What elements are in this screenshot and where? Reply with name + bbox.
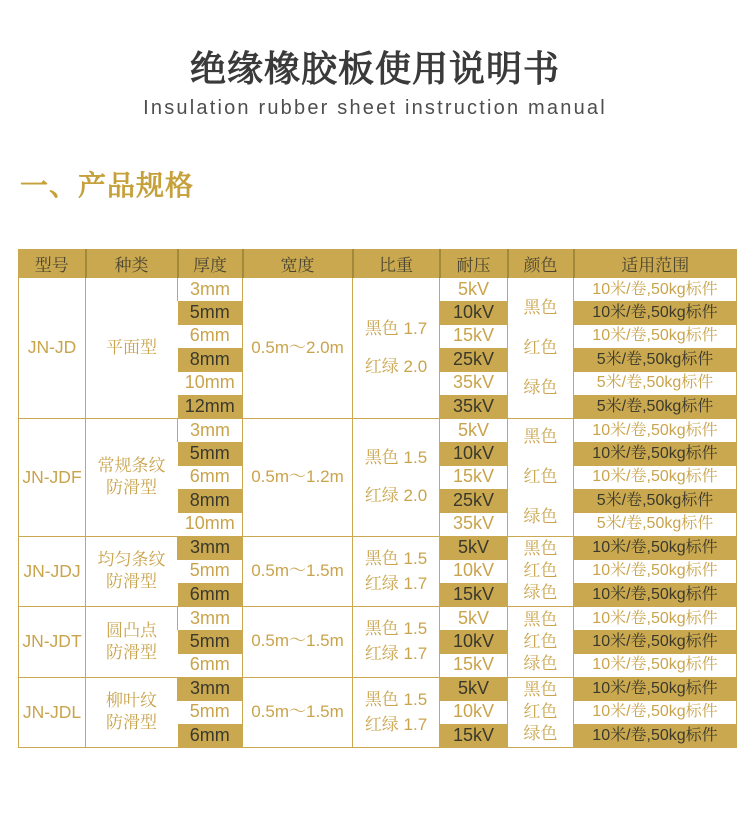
thickness-cell: 3mm	[178, 278, 243, 302]
color-cell-line: 红色	[523, 561, 558, 581]
color-cell	[508, 536, 574, 607]
table-row	[19, 677, 737, 701]
width-cell: 0.5m～1.5m	[243, 607, 353, 678]
type-cell-line: 防滑型	[106, 642, 157, 662]
voltage-cell: 5kV	[440, 607, 508, 631]
section-heading: 一、产品规格	[20, 170, 195, 201]
voltage-cell: 5kV	[440, 677, 508, 701]
model-cell: JN-JD	[19, 278, 86, 419]
gravity-cell	[353, 278, 440, 419]
range-cell: 5米/卷,50kg标件	[574, 395, 737, 419]
thickness-cell: 5mm	[189, 560, 230, 581]
voltage-cell: 25kV	[440, 348, 508, 372]
thickness-cell: 6mm	[189, 325, 230, 346]
gravity-cell	[353, 607, 440, 678]
thickness-cell: 5mm	[178, 442, 243, 466]
range-cell: 10米/卷,50kg标件	[574, 654, 737, 678]
color-cell-line: 黑色	[523, 298, 558, 317]
range-cell: 10米/卷,50kg标件	[574, 701, 737, 725]
range-cell: 10米/卷,50kg标件	[574, 419, 737, 443]
range-cell: 10米/卷,50kg标件	[574, 724, 737, 748]
thickness-cell: 5mm	[178, 301, 243, 325]
table-header-row	[19, 250, 737, 278]
range-cell: 10米/卷,50kg标件	[574, 583, 737, 607]
color-cell-line: 绿色	[523, 378, 558, 397]
color-cell	[508, 419, 574, 537]
range-cell: 10米/卷,50kg标件	[574, 630, 737, 654]
header-thickness: 厚度	[178, 250, 243, 278]
page-subtitle: Insulation rubber sheet instruction manual	[143, 97, 607, 119]
voltage-cell: 35kV	[440, 513, 508, 537]
gravity-cell	[353, 419, 440, 537]
thickness-cell: 3mm	[178, 536, 243, 560]
type-cell-line: 平面型	[106, 338, 157, 357]
gravity-cell-stack	[353, 549, 439, 594]
voltage-cell: 15kV	[440, 654, 508, 678]
thickness-cell: 5mm	[189, 701, 230, 722]
color-cell-line: 黑色	[523, 427, 558, 447]
table-row	[19, 536, 737, 560]
model-cell: JN-JDL	[19, 677, 86, 748]
range-cell: 10米/卷,50kg标件	[574, 301, 737, 325]
gravity-cell	[353, 677, 440, 748]
thickness-cell: 10mm	[184, 513, 235, 534]
thickness-cell: 6mm	[189, 654, 230, 675]
range-cell: 10米/卷,50kg标件	[574, 607, 737, 631]
gravity-cell-line: 黑色 1.5	[364, 689, 428, 709]
type-cell	[86, 419, 178, 537]
color-cell-line: 绿色	[523, 583, 558, 603]
header-width: 宽度	[243, 250, 353, 278]
color-cell-stack	[508, 610, 573, 674]
voltage-cell: 25kV	[440, 489, 508, 513]
type-cell-stack	[86, 621, 177, 663]
type-cell	[86, 607, 178, 678]
range-cell: 10米/卷,50kg标件	[574, 536, 737, 560]
type-cell-line: 圆凸点	[106, 620, 157, 640]
color-cell-line: 绿色	[523, 724, 558, 744]
gravity-cell-line: 黑色 1.5	[364, 619, 428, 639]
range-cell: 5米/卷,50kg标件	[574, 348, 737, 372]
voltage-cell: 15kV	[440, 325, 508, 349]
gravity-cell-line: 红绿 1.7	[364, 714, 428, 734]
color-cell-stack	[508, 427, 573, 527]
voltage-cell: 10kV	[440, 442, 508, 466]
model-cell: JN-JDF	[19, 419, 86, 537]
header-model: 型号	[19, 250, 86, 278]
type-cell-stack	[86, 550, 177, 592]
color-cell-line: 红色	[523, 338, 558, 357]
thickness-cell: 12mm	[178, 395, 243, 419]
thickness-cell: 3mm	[178, 677, 243, 701]
color-cell-stack	[508, 298, 573, 398]
type-cell-line: 防滑型	[106, 478, 157, 498]
model-cell: JN-JDT	[19, 607, 86, 678]
thickness-cell: 3mm	[178, 419, 243, 443]
type-cell-line: 防滑型	[106, 713, 157, 733]
gravity-cell-stack	[353, 690, 439, 735]
voltage-cell: 10kV	[440, 630, 508, 654]
table-row	[19, 419, 737, 443]
voltage-cell: 35kV	[440, 372, 508, 396]
color-cell-line: 绿色	[523, 507, 558, 527]
header-range: 适用范围	[574, 250, 737, 278]
gravity-cell-stack	[353, 619, 439, 664]
type-cell-line: 柳叶纹	[106, 691, 157, 711]
thickness-cell: 5mm	[178, 630, 243, 654]
spec-table-body	[19, 278, 737, 748]
color-cell	[508, 607, 574, 678]
gravity-cell-line: 黑色 1.5	[364, 448, 428, 468]
color-cell-line: 黑色	[523, 680, 558, 700]
color-cell-line: 黑色	[523, 539, 558, 559]
width-cell: 0.5m～1.5m	[243, 536, 353, 607]
width-cell: 0.5m～1.2m	[243, 419, 353, 537]
gravity-cell-line: 黑色 1.7	[364, 319, 428, 338]
spec-table	[18, 249, 737, 748]
table-row	[19, 278, 737, 302]
range-cell: 10米/卷,50kg标件	[574, 278, 737, 302]
type-cell-line: 常规条纹	[97, 456, 166, 476]
gravity-cell-line: 红绿 1.7	[364, 644, 428, 664]
thickness-cell: 8mm	[178, 489, 243, 513]
color-cell-line: 红色	[523, 467, 558, 487]
table-row	[19, 607, 737, 631]
header-gravity: 比重	[353, 250, 440, 278]
type-cell-line: 均匀条纹	[97, 550, 166, 570]
header-voltage: 耐压	[440, 250, 508, 278]
range-cell: 10米/卷,50kg标件	[574, 677, 737, 701]
voltage-cell: 15kV	[440, 583, 508, 607]
type-cell	[86, 536, 178, 607]
color-cell	[508, 278, 574, 419]
type-cell-stack	[86, 456, 177, 498]
voltage-cell: 15kV	[440, 724, 508, 748]
voltage-cell: 10kV	[440, 560, 508, 584]
thickness-cell: 10mm	[184, 372, 235, 393]
range-cell: 5米/卷,50kg标件	[574, 489, 737, 513]
thickness-cell: 6mm	[178, 583, 243, 607]
range-cell: 10米/卷,50kg标件	[574, 325, 737, 349]
range-cell: 5米/卷,50kg标件	[574, 513, 737, 537]
header-type: 种类	[86, 250, 178, 278]
gravity-cell-stack	[353, 448, 439, 506]
thickness-cell: 8mm	[178, 348, 243, 372]
thickness-cell: 6mm	[189, 466, 230, 487]
header-color: 颜色	[508, 250, 574, 278]
color-cell-line: 绿色	[523, 653, 558, 673]
type-cell	[86, 278, 178, 419]
gravity-cell-line: 红绿 2.0	[364, 357, 428, 376]
color-cell	[508, 677, 574, 748]
model-cell: JN-JDJ	[19, 536, 86, 607]
range-cell: 5米/卷,50kg标件	[574, 372, 737, 396]
color-cell-line: 红色	[523, 631, 558, 651]
voltage-cell: 15kV	[440, 466, 508, 490]
gravity-cell	[353, 536, 440, 607]
type-cell	[86, 677, 178, 748]
voltage-cell: 10kV	[440, 701, 508, 725]
width-cell: 0.5m～1.5m	[243, 677, 353, 748]
type-cell-line: 防滑型	[106, 572, 157, 592]
voltage-cell: 5kV	[440, 419, 508, 443]
gravity-cell-line: 黑色 1.5	[364, 548, 428, 568]
type-cell-stack	[86, 691, 177, 733]
voltage-cell: 35kV	[440, 395, 508, 419]
color-cell-stack	[508, 539, 573, 603]
gravity-cell-line: 红绿 1.7	[364, 573, 428, 593]
gravity-cell-stack	[353, 319, 439, 377]
color-cell-line: 红色	[523, 702, 558, 722]
thickness-cell: 3mm	[178, 607, 243, 631]
width-cell: 0.5m～2.0m	[243, 278, 353, 419]
range-cell: 10米/卷,50kg标件	[574, 442, 737, 466]
page-title: 绝缘橡胶板使用说明书	[189, 48, 560, 89]
range-cell: 10米/卷,50kg标件	[574, 466, 737, 490]
color-cell-stack	[508, 680, 573, 744]
range-cell: 10米/卷,50kg标件	[574, 560, 737, 584]
thickness-cell: 6mm	[178, 724, 243, 748]
voltage-cell: 5kV	[440, 536, 508, 560]
gravity-cell-line: 红绿 2.0	[364, 486, 428, 506]
color-cell-line: 黑色	[523, 609, 558, 629]
type-cell-stack	[86, 338, 177, 358]
voltage-cell: 5kV	[440, 278, 508, 302]
voltage-cell: 10kV	[440, 301, 508, 325]
